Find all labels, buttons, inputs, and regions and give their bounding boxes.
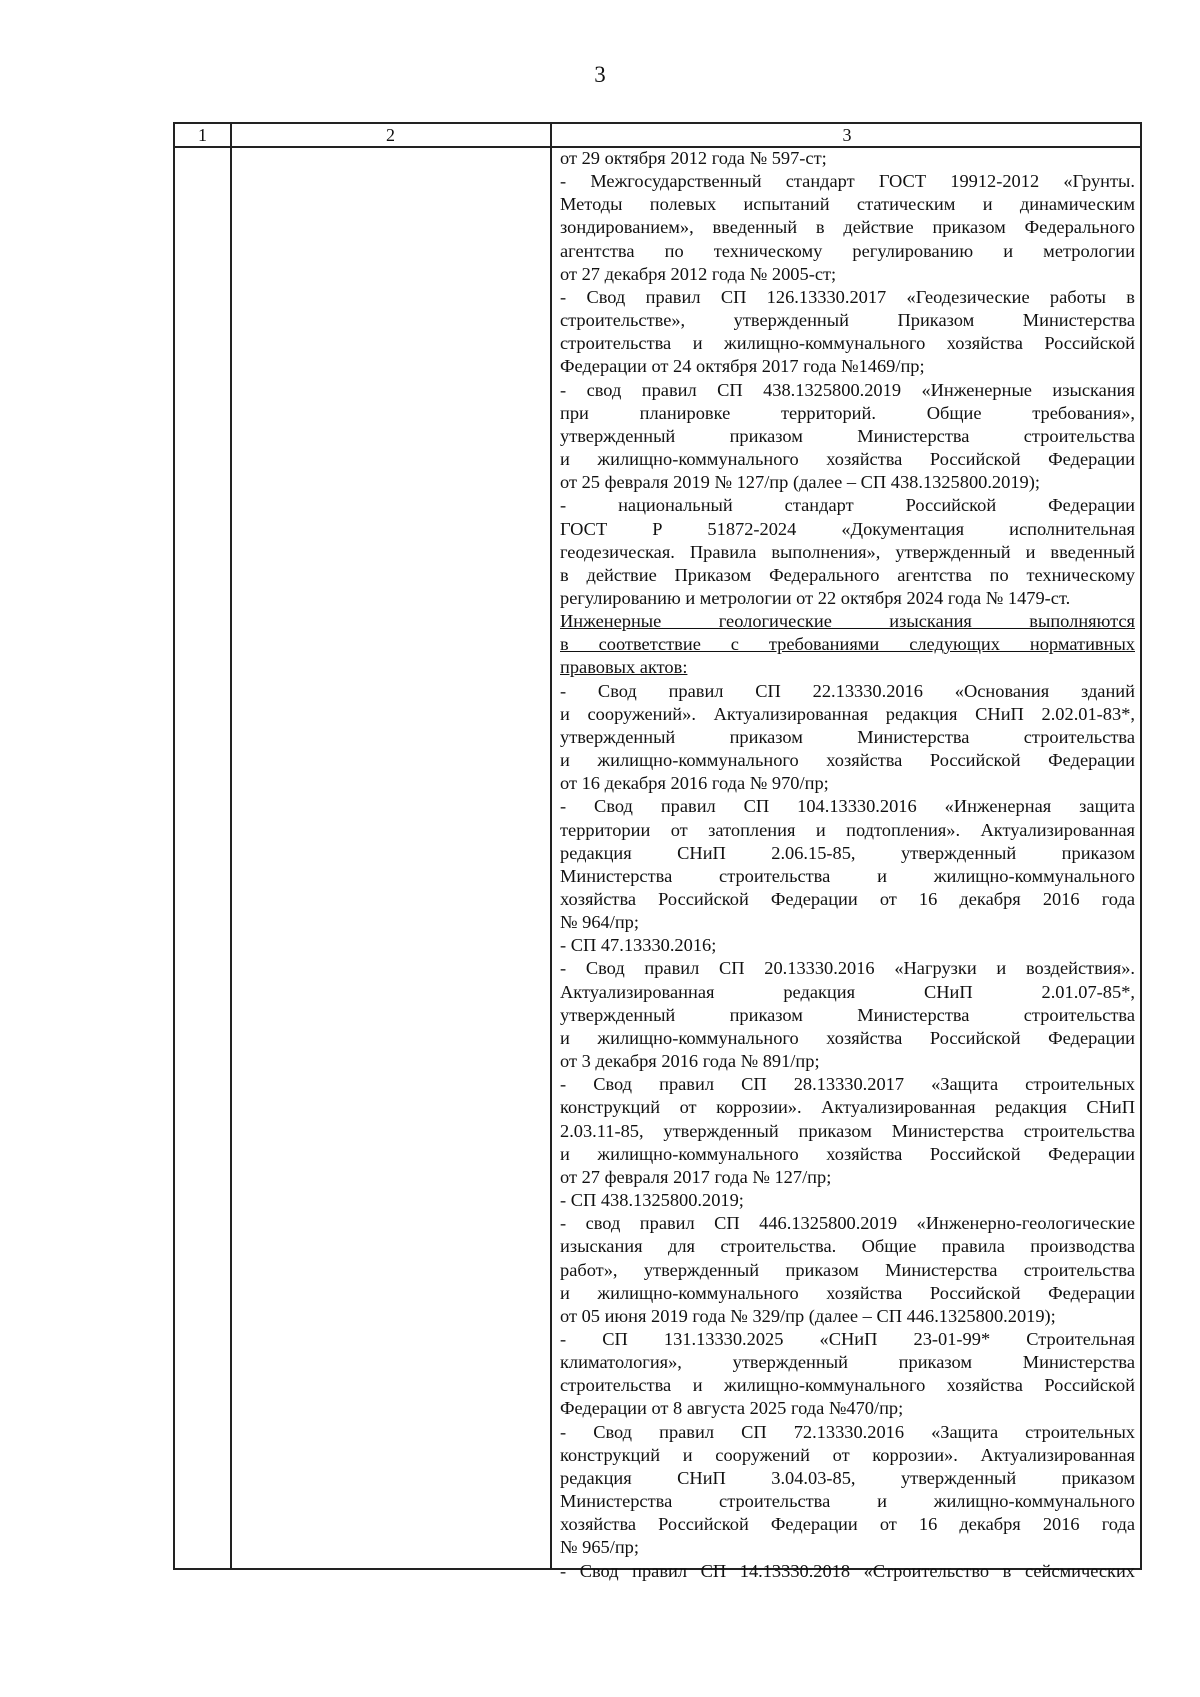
text-line: - Межгосударственный стандарт ГОСТ 19912-2012 «Грунты. bbox=[560, 171, 1135, 192]
text-line: утвержденный приказом Министерства строительства bbox=[560, 726, 1135, 747]
text-line: - Свод правил СП 126.13330.2017 «Геодезические работы в bbox=[560, 286, 1135, 307]
text-line: - СП 47.13330.2016; bbox=[560, 935, 717, 956]
text-line: строительства и жилищно-коммунального хозяйства Российской bbox=[560, 1375, 1135, 1396]
text-line: - СП 438.1325800.2019; bbox=[560, 1190, 744, 1211]
column-divider-1 bbox=[230, 124, 232, 1568]
text-line: конструкций от коррозии». Актуализированная редакция СНиП bbox=[560, 1097, 1135, 1118]
text-line: и жилищно-коммунального хозяйства Российской Федерации bbox=[560, 1143, 1135, 1164]
text-line: от 16 декабря 2016 года № 970/пр; bbox=[560, 773, 829, 794]
text-line: - Свод правил СП 20.13330.2016 «Нагрузки и воздействия». bbox=[560, 958, 1135, 979]
text-line: и жилищно-коммунального хозяйства Российской Федерации bbox=[560, 1282, 1135, 1303]
text-line: правовых актов: bbox=[560, 657, 688, 678]
text-line: от 27 февраля 2017 года № 127/пр; bbox=[560, 1166, 832, 1187]
text-line: от 25 февраля 2019 № 127/пр (далее – СП 438.1325800.2019); bbox=[560, 472, 1040, 493]
text-line: конструкций и сооружений от коррозии». Актуализированная bbox=[560, 1444, 1135, 1465]
text-line: утвержденный приказом Министерства строительства bbox=[560, 1004, 1135, 1025]
text-line: Актуализированная редакция СНиП 2.01.07-85*, bbox=[560, 981, 1135, 1002]
text-line: и жилищно-коммунального хозяйства Российской Федерации bbox=[560, 449, 1135, 470]
text-line: в действие Приказом Федерального агентства по техническому bbox=[560, 564, 1135, 585]
text-line: - Свод правил СП 28.13330.2017 «Защита строительных bbox=[560, 1074, 1135, 1095]
text-line: строительстве», утвержденный Приказом Министерства bbox=[560, 310, 1135, 331]
column-header-3: 3 bbox=[842, 125, 852, 145]
text-line: от 29 октября 2012 года № 597-ст; bbox=[560, 148, 827, 168]
text-line: строительства и жилищно-коммунального хозяйства Российской bbox=[560, 333, 1135, 354]
text-line: агентства по техническому регулированию и метрологии bbox=[560, 240, 1135, 261]
text-line: - свод правил СП 438.1325800.2019 «Инженерные изыскания bbox=[560, 379, 1135, 400]
text-line: хозяйства Российской Федерации от 16 декабря 2016 года bbox=[560, 889, 1135, 909]
text-line: от 27 декабря 2012 года № 2005-ст; bbox=[560, 263, 837, 284]
text-line: Инженерные геологические изыскания выполняются bbox=[560, 611, 1135, 632]
text-line: климатология», утвержденный приказом Министерства bbox=[560, 1352, 1135, 1373]
text-line: в соответствие с требованиями следующих нормативных bbox=[560, 634, 1135, 655]
normative-acts-table bbox=[173, 122, 1142, 1581]
text-line: Методы полевых испытаний статическим и динамическим bbox=[560, 194, 1135, 215]
text-line: хозяйства Российской Федерации от 16 декабря 2016 года bbox=[560, 1514, 1135, 1535]
text-line: - Свод правил СП 104.13330.2016 «Инженерная защита bbox=[560, 796, 1135, 817]
text-line: Министерства строительства и жилищно-коммунального bbox=[560, 1491, 1135, 1512]
text-line: и сооружений». Актуализированная редакция СНиП 2.02.01-83*, bbox=[560, 703, 1135, 724]
text-line: Федерации от 24 октября 2017 года №1469/пр; bbox=[560, 356, 925, 377]
text-line: № 964/пр; bbox=[560, 912, 639, 933]
text-line: - свод правил СП 446.1325800.2019 «Инженерно-геологические bbox=[560, 1213, 1135, 1234]
text-line: работ», утвержденный приказом Министерства строительства bbox=[560, 1259, 1135, 1280]
text-line: утвержденный приказом Министерства строительства bbox=[560, 425, 1135, 446]
text-line: - Свод правил СП 72.13330.2016 «Защита строительных bbox=[560, 1421, 1135, 1442]
text-line: - СП 131.13330.2025 «СНиП 23-01-99* Строительная bbox=[560, 1328, 1135, 1349]
text-line: Министерства строительства и жилищно-коммунального bbox=[560, 865, 1135, 886]
text-line: регулированию и метрологии от 22 октября 2024 года № 1479-ст. bbox=[560, 587, 1071, 608]
text-line: и жилищно-коммунального хозяйства Российской Федерации bbox=[560, 750, 1135, 771]
column-header-2: 2 bbox=[386, 125, 395, 145]
text-line: редакция СНиП 2.06.15-85, утвержденный приказом bbox=[560, 842, 1135, 863]
column-divider-2 bbox=[550, 124, 552, 1568]
text-line: от 05 июня 2019 года № 329/пр (далее – СП 446.1325800.2019); bbox=[560, 1305, 1056, 1326]
text-line: и жилищно-коммунального хозяйства Российской Федерации bbox=[560, 1027, 1135, 1048]
text-line: редакция СНиП 3.04.03-85, утвержденный приказом bbox=[560, 1467, 1135, 1488]
page-number: 3 bbox=[594, 62, 606, 87]
text-line: - национальный стандарт Российской Федерации bbox=[560, 495, 1135, 516]
text-line: - Свод правил СП 14.13330.2018 «Строительство в сейсмических bbox=[560, 1560, 1135, 1581]
text-line: 2.03.11-85, утвержденный приказом Министерства строительства bbox=[560, 1120, 1135, 1141]
text-line: геодезическая. Правила выполнения», утвержденный и введенный bbox=[560, 541, 1135, 562]
text-line: при планировке территорий. Общие требования», bbox=[560, 402, 1135, 423]
text-line: от 3 декабря 2016 года № 891/пр; bbox=[560, 1051, 820, 1072]
column-3-content bbox=[560, 147, 1135, 1583]
text-line: территории от затопления и подтопления». Актуализированная bbox=[560, 819, 1135, 840]
text-line: ГОСТ Р 51872-2024 «Документация исполнительная bbox=[560, 518, 1135, 539]
text-line: Федерации от 8 августа 2025 года №470/пр; bbox=[560, 1398, 904, 1419]
text-line: изыскания для строительства. Общие правила производства bbox=[560, 1236, 1135, 1257]
text-line: - Свод правил СП 22.13330.2016 «Основания зданий bbox=[560, 680, 1135, 701]
text-line: № 965/пр; bbox=[560, 1537, 639, 1558]
text-line: зондированием», введенный в действие приказом Федерального bbox=[560, 217, 1135, 238]
column-header-1: 1 bbox=[198, 125, 207, 145]
